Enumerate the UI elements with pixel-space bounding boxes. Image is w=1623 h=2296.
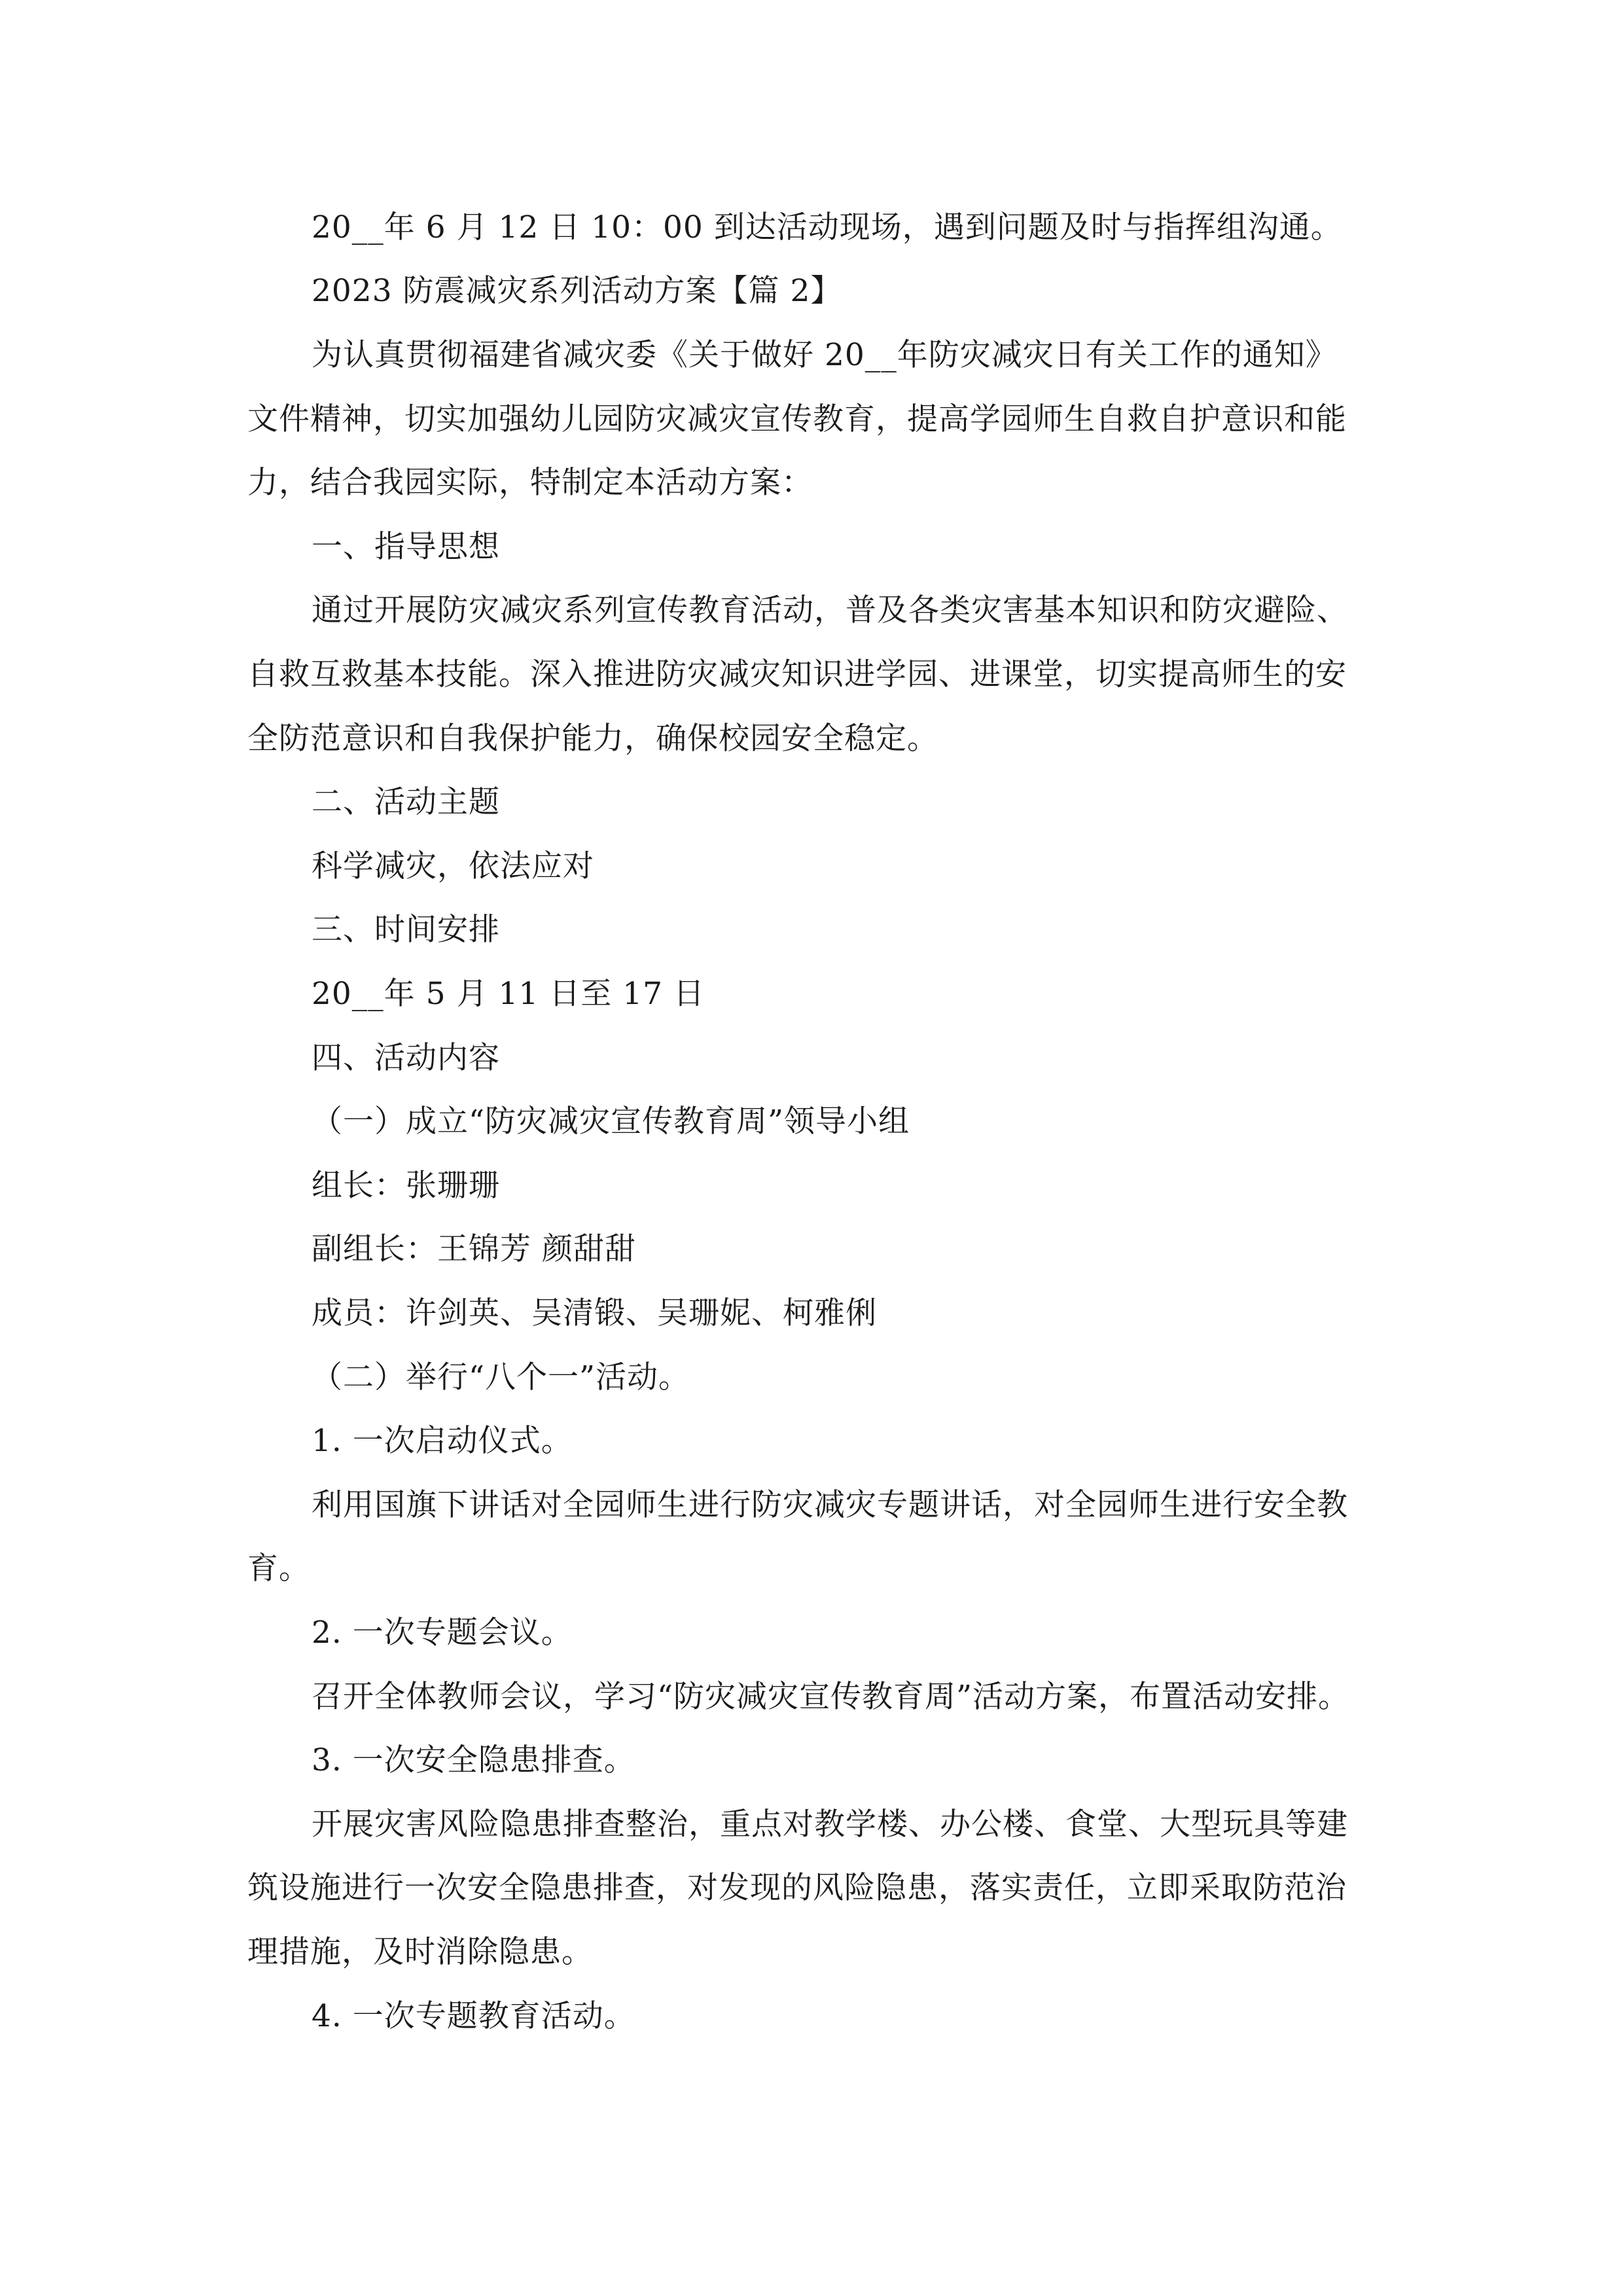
text-line: 副组长：王锦芳 颜甜甜: [312, 1231, 636, 1267]
list-item: 1. 一次启动仪式。: [312, 1423, 573, 1459]
section-heading: 二、活动主题: [312, 784, 500, 820]
list-item: 2. 一次专题会议。: [312, 1615, 573, 1651]
text-line: 力，结合我园实际，特制定本活动方案：: [247, 465, 813, 501]
section-heading: 一、指导思想: [312, 529, 500, 565]
section-heading: 2023 防震减灾系列活动方案【篇 2】: [312, 273, 842, 309]
section-heading: 三、时间安排: [312, 912, 500, 948]
list-item: 4. 一次专题教育活动。: [312, 1998, 635, 2034]
text-line: 自救互救基本技能。深入推进防灾减灾知识进学园、进课堂，切实提高师生的安: [247, 656, 1347, 692]
text-line: 组长：张珊珊: [312, 1168, 500, 1204]
text-line: 20__年 5 月 11 日至 17 日: [312, 976, 705, 1012]
text-line: 通过开展防灾减灾系列宣传教育活动，普及各类灾害基本知识和防灾避险、: [312, 592, 1348, 628]
text-line: 开展灾害风险隐患排查整治，重点对教学楼、办公楼、食堂、大型玩具等建: [312, 1806, 1348, 1842]
text-line: 利用国旗下讲话对全园师生进行防灾减灾专题讲话，对全园师生进行安全教: [312, 1487, 1348, 1523]
subsection-heading: （二）举行“八个一”活动。: [312, 1359, 690, 1395]
subsection-heading: （一）成立“防灾减灾宣传教育周”领导小组: [312, 1103, 910, 1139]
text-line: 全防范意识和自我保护能力，确保校园安全稳定。: [247, 721, 938, 757]
text-line: 20__年 6 月 12 日 10：00 到达活动现场，遇到问题及时与指挥组沟通。: [312, 209, 1342, 245]
text-line: 筑设施进行一次安全隐患排查，对发现的风险隐患，落实责任，立即采取防范治: [247, 1870, 1347, 1906]
text-line: 科学减灾，依法应对: [312, 848, 594, 884]
text-line: 文件精神，切实加强幼儿园防灾减灾宣传教育，提高学园师生自救自护意识和能: [247, 401, 1347, 437]
section-heading: 四、活动内容: [312, 1040, 500, 1076]
list-item: 3. 一次安全隐患排查。: [312, 1742, 635, 1778]
text-line: 育。: [247, 1551, 310, 1587]
text-line: 成员：许剑英、吴清锻、吴珊妮、柯雅俐: [312, 1295, 877, 1331]
text-line: 理措施，及时消除隐患。: [247, 1934, 593, 1970]
text-line: 召开全体教师会议，学习“防灾减灾宣传教育周”活动方案，布置活动安排。: [312, 1679, 1350, 1715]
text-line: 为认真贯彻福建省减灾委《关于做好 20__年防灾减灾日有关工作的通知》: [312, 337, 1337, 373]
